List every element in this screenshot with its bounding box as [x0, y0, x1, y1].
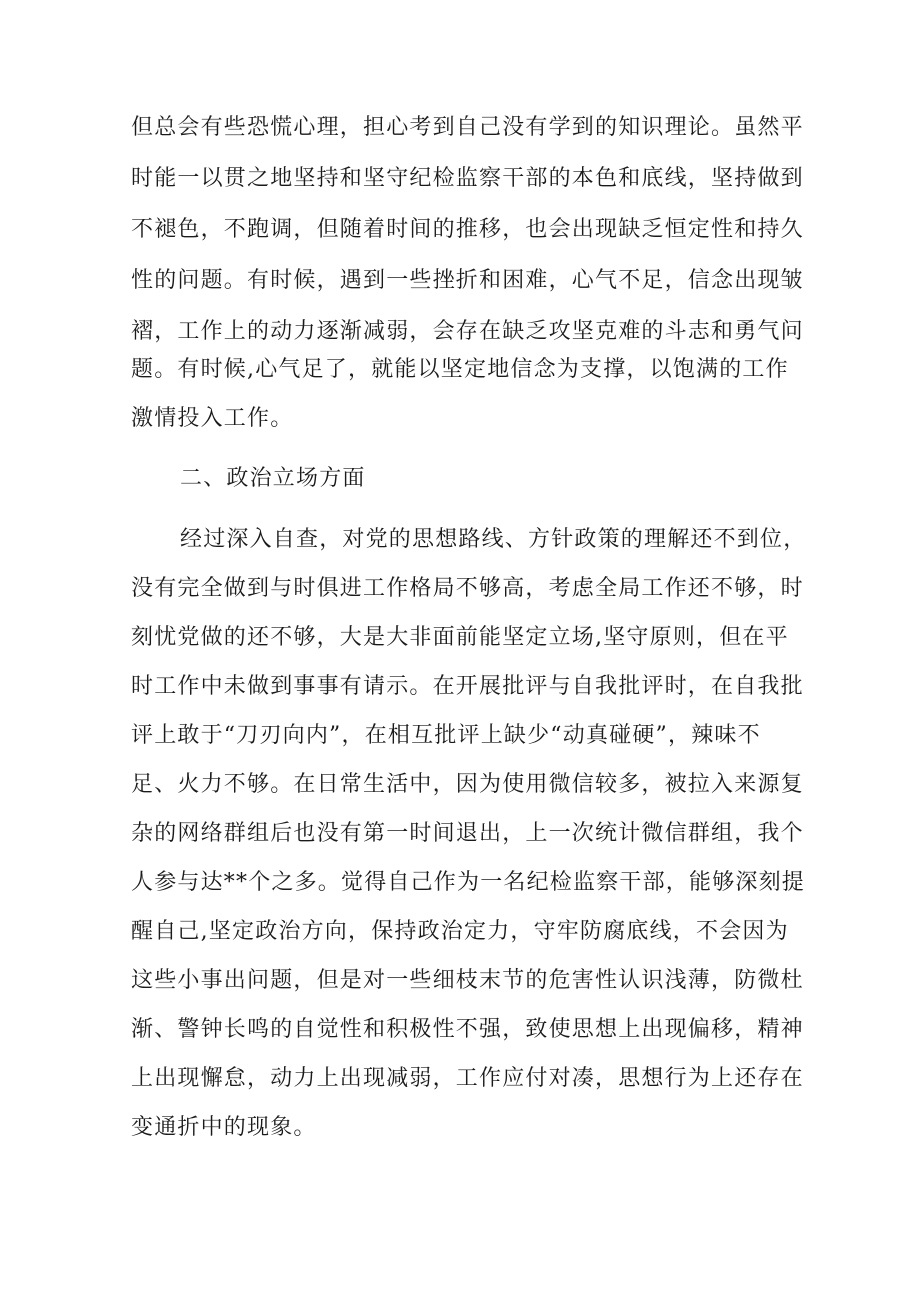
paragraph-line: 性的问题。有时候，遇到一些挫折和困难，心气不足，信念出现皱 — [131, 268, 804, 293]
paragraph-line: 评上敢于“刀刃向内”，在相互批评上缺少“动真碰硬”，辣味不 — [131, 723, 761, 748]
paragraph-line: 经过深入自查，对党的思想路线、方针政策的理解还不到位， — [180, 527, 807, 552]
paragraph-line: 不褪色，不跑调，但随着时间的推移，也会出现缺乏恒定性和持久 — [131, 217, 804, 242]
paragraph-line: 足、火力不够。在日常生活中，因为使用微信较多，被拉入来源复 — [131, 772, 804, 797]
paragraph-line: 变通折中的现象。 — [131, 1115, 317, 1140]
paragraph-line: 渐、警钟长鸣的自觉性和积极性不强，致使思想上出现偏移，精神 — [131, 1017, 804, 1042]
section-heading: 二、政治立场方面 — [180, 466, 366, 491]
paragraph-line: 没有完全做到与时俱进工作格局不够高，考虑全局工作还不够，时 — [131, 576, 804, 601]
paragraph-line: 杂的网络群组后也没有第一时间退出，上一次统计微信群组，我个 — [131, 821, 804, 846]
paragraph-line: 上出现懈怠，动力上出现减弱，工作应付对凑，思想行为上还存在 — [131, 1066, 804, 1091]
paragraph-line: 人参与达**个之多。觉得自己作为一名纪检监察干部，能够深刻提 — [131, 870, 806, 895]
paragraph-line: 这些小事出问题，但是对一些细枝末节的危害性认识浅薄，防微杜 — [131, 968, 804, 993]
paragraph-line: 时能一以贯之地坚持和坚守纪检监察干部的本色和底线，坚持做到 — [131, 166, 804, 191]
paragraph-line: 题。有时候,心气足了，就能以坚定地信念为支撑，以饱满的工作 — [131, 357, 789, 382]
paragraph-line: 时工作中未做到事事有请示。在开展批评与自我批评时，在自我批 — [131, 674, 804, 699]
paragraph-line: 醒自己,坚定政治方向，保持政治定力，守牢防腐底线，不会因为 — [131, 919, 789, 944]
paragraph-line: 刻忧党做的还不够，大是大非面前能坚定立场,坚守原则，但在平 — [131, 625, 789, 650]
paragraph-line: 褶，工作上的动力逐渐减弱，会存在缺乏攻坚克难的斗志和勇气问 — [131, 319, 804, 344]
paragraph-line: 激情投入工作。 — [131, 406, 294, 431]
paragraph-line: 但总会有些恐慌心理，担心考到自己没有学到的知识理论。虽然平 — [131, 115, 804, 140]
